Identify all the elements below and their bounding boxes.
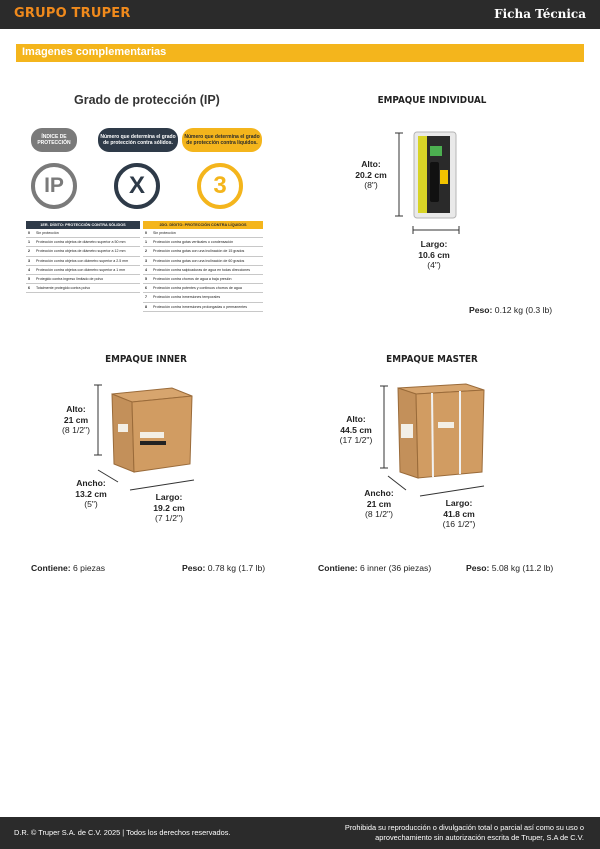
solids-digit: 0 <box>26 229 34 238</box>
inner-weight <box>182 563 265 573</box>
solids-row <box>26 256 140 265</box>
inner-title: EMPAQUE INNER <box>105 354 187 365</box>
solids-row <box>26 265 140 274</box>
largo-cm: 10.6 cm <box>418 249 450 260</box>
liquids-description: Protección contra salpicaduras de agua en todas direcciones <box>151 265 263 274</box>
master-height <box>338 414 374 446</box>
footer-legal-line1: Prohibida su reproducción o divulgación total o parcial así como su uso o <box>344 823 584 832</box>
master-weight <box>466 563 553 573</box>
liquids-description: Protección contra gotas con una inclinación de 15 grados <box>151 247 263 256</box>
liquids-digit: 2 <box>143 247 151 256</box>
alto-cm: 21 cm <box>63 414 89 425</box>
contiene-label: Contiene: <box>31 563 71 573</box>
ancho-label: Ancho: <box>364 488 394 498</box>
solids-row <box>26 274 140 283</box>
cardboard-box-image <box>372 378 498 504</box>
solids-table <box>26 221 140 293</box>
section-bar <box>16 44 584 62</box>
footer-copyright: D.R. © Truper S.A. de C.V. 2025 | Todos los derechos reservados. <box>14 828 231 837</box>
liquids-digit: 4 <box>143 265 151 274</box>
liquids-row <box>143 265 263 274</box>
liquids-digit: 5 <box>143 274 151 283</box>
solids-digit-pill: Número que determina el grado de protección contra sólidos. <box>98 128 178 152</box>
liquids-row <box>143 256 263 265</box>
solids-row <box>26 247 140 256</box>
ancho-in: (5") <box>84 499 98 509</box>
liquids-digit-pill: Número que determina el grado de protección contra líquidos. <box>182 128 262 152</box>
liquids-digit: 3 <box>143 256 151 265</box>
contiene-value: 6 piezas <box>73 563 106 573</box>
liquids-row <box>143 247 263 256</box>
liquids-row <box>143 229 263 238</box>
ip-symbol: IP <box>31 163 77 209</box>
inner-height <box>58 404 94 436</box>
solids-description: Protegido contra ingreso limitado de polvo <box>34 274 140 283</box>
peso-label: Peso: <box>182 563 206 573</box>
contiene-value: 6 inner (36 piezas) <box>360 563 432 573</box>
inner-contents <box>31 563 105 573</box>
individual-length <box>410 239 458 271</box>
solids-digit: 2 <box>26 247 34 256</box>
liquids-row <box>143 274 263 283</box>
solids-description: Protección contra objetos con diámetro superior a 1 mm <box>34 265 140 274</box>
liquids-table <box>143 221 263 312</box>
liquids-description: Protección contra inmersiones temporales <box>151 293 263 302</box>
liquids-row <box>143 302 263 311</box>
solids-digit: 6 <box>26 284 34 293</box>
liquids-digit: 8 <box>143 302 151 311</box>
solids-digit: 4 <box>26 265 34 274</box>
alto-label: Alto: <box>66 404 86 414</box>
liquids-table-header: 2DO. DÍGITO: PROTECCIÓN CONTRA LÍQUIDOS <box>143 221 263 229</box>
footer-legal <box>345 823 584 842</box>
alto-in: (8") <box>364 180 378 190</box>
document-type: Ficha Técnica <box>494 7 586 21</box>
ancho-cm: 13.2 cm <box>75 488 107 499</box>
brand-logo: GRUPO TRUPER <box>14 6 131 21</box>
master-title: EMPAQUE MASTER <box>386 354 478 365</box>
liquids-description: Protección contra gotas verticales o condensación <box>151 238 263 247</box>
alto-label: Alto: <box>346 414 366 424</box>
section-title: Imagenes complementarias <box>22 46 167 58</box>
largo-label: Largo: <box>155 492 183 502</box>
alto-cm: 20.2 cm <box>355 169 387 180</box>
liquids-digit: 1 <box>143 238 151 247</box>
solids-row <box>26 238 140 247</box>
ancho-in: (8 1/2") <box>365 509 393 519</box>
alto-in: (17 1/2") <box>339 435 373 445</box>
solids-description: Protección contra objetos con diámetro superior a 2.5 mm <box>34 256 140 265</box>
peso-value: 5.08 kg (11.2 lb) <box>491 563 554 573</box>
solids-description: Sin protección <box>34 229 140 238</box>
liquids-description: Protección contra chorros de agua a baja presión <box>151 274 263 283</box>
solids-description: Protección contra objetos de diámetro superior a 50 mm <box>34 238 140 247</box>
peso-label: Peso: <box>469 305 493 315</box>
largo-cm: 19.2 cm <box>153 502 185 513</box>
master-width <box>362 488 396 520</box>
peso-label: Peso: <box>466 563 490 573</box>
solids-description: Protección contra objetos de diámetro superior a 12 mm <box>34 247 140 256</box>
individual-weight <box>469 305 552 315</box>
ip-index-pill: ÍNDICE DE PROTECCIÓN <box>31 128 77 152</box>
liquids-digit: 0 <box>143 229 151 238</box>
alto-label: Alto: <box>361 159 381 169</box>
peso-value: 0.12 kg (0.3 lb) <box>494 305 553 315</box>
individual-title: EMPAQUE INDIVIDUAL <box>377 95 487 106</box>
liquids-description: Protección contra gotas con una inclinación de 60 grados <box>151 256 263 265</box>
largo-label: Largo: <box>420 239 448 249</box>
peso-value: 0.78 kg (1.7 lb) <box>207 563 266 573</box>
largo-label: Largo: <box>445 498 473 508</box>
solids-digit: 5 <box>26 274 34 283</box>
solids-table-header: 1ER. DÍGITO: PROTECCIÓN CONTRA SÓLIDOS <box>26 221 140 229</box>
largo-in: (7 1/2") <box>155 513 183 523</box>
alto-cm: 44.5 cm <box>340 424 372 435</box>
largo-in: (16 1/2") <box>442 519 476 529</box>
solids-row <box>26 229 140 238</box>
largo-cm: 41.8 cm <box>443 508 475 519</box>
liquids-row <box>143 238 263 247</box>
liquids-description: Sin protección <box>151 229 263 238</box>
master-contents <box>318 563 431 573</box>
solids-row <box>26 284 140 293</box>
individual-height <box>352 159 390 191</box>
largo-in: (4") <box>427 260 441 270</box>
solids-digit: 1 <box>26 238 34 247</box>
solids-description: Totalmente protegido contra polvo <box>34 284 140 293</box>
ancho-cm: 21 cm <box>366 498 392 509</box>
liquids-digit: 6 <box>143 284 151 293</box>
liquids-digit: 7 <box>143 293 151 302</box>
alto-in: (8 1/2") <box>62 425 90 435</box>
solids-digit: 3 <box>26 256 34 265</box>
liquids-row <box>143 293 263 302</box>
master-length <box>436 498 482 530</box>
liquids-row <box>143 284 263 293</box>
liquids-description: Protección contra potentes y continuos chorros de agua <box>151 284 263 293</box>
footer-legal-line2: aprovechamiento sin autorización escrita de Truper, S.A de C.V. <box>375 832 584 842</box>
liquids-digit-symbol: 3 <box>197 163 243 209</box>
solids-digit-symbol: X <box>114 163 160 209</box>
liquids-description: Protección contra inmersiones prolongadas o permanentes <box>151 302 263 311</box>
ip-title: Grado de protección (IP) <box>74 93 220 107</box>
inner-length <box>147 492 191 524</box>
contiene-label: Contiene: <box>318 563 358 573</box>
ancho-label: Ancho: <box>76 478 106 488</box>
inner-width <box>71 478 111 510</box>
